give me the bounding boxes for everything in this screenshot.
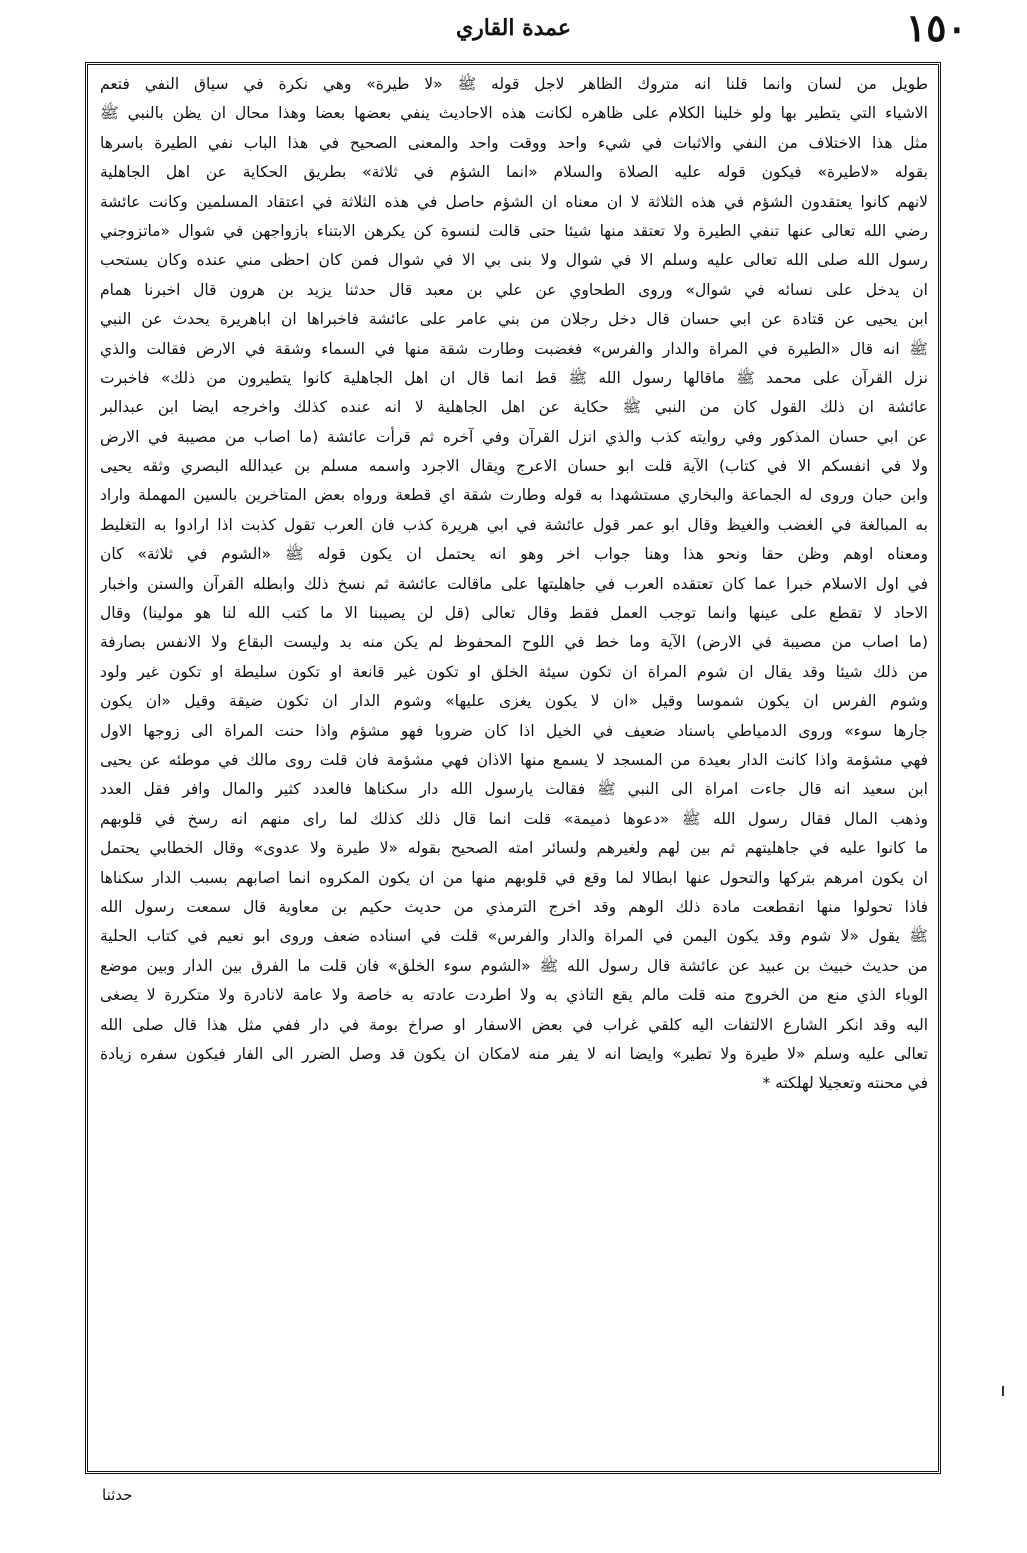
text-line: ابن يحيى عن قتادة عن ابي حسان قال دخل رجلان من بني عامر على عائشة فاخبراها ان اباهريرة يحدث عن النبي [100, 310, 928, 329]
text-line: ما كانوا عليه في جاهليتهم ثم بين لهم ولغيرهم ولسائر امته الصحيح بقوله «لا طيرة ولا عدوى» وقال الخطابي يحتمل [100, 839, 928, 858]
text-line: تعالى عليه وسلم «لا طيرة ولا تطير» وايضا انه لا يفر منه لامكان ان يكون قد وصل الضرر الى الفار فيكون سفره زيادة [100, 1044, 928, 1063]
text-line: وابن حبان وروى له الجماعة والبخاري مستشهدا به قوله وطارت شقة اي قطعة ورواه بعض المتاخرين بالسين المهملة واراد [100, 486, 928, 505]
text-line: ولا في انفسكم الا في كتاب) الآية قلت ابو حسان الاعرج ويقال الاجرد واسمه مسلم بن عبدالله البصري وثقه يحيى [100, 457, 928, 476]
text-line: اليه وقد انكر الشارع الالتفات اليه كلقي غراب في بعض الاسفار او صراخ بومة في دار ففي مثل هذا قال صلى الله [100, 1015, 928, 1034]
text-line: لانهم كانوا يعتقدون الشؤم في هذه الثلاثة لا ان معناه ان الشؤم حاصل في هذه الثلاثة في اعتقاد المسلمين وكانت عائشة [100, 192, 928, 211]
text-line: وذهب المال فقال رسول الله ﷺ «دعوها ذميمة» قلت انما قال ذلك كذلك لما راى منهم انه رسخ في قلوبهم [100, 809, 928, 828]
body-text [100, 70, 928, 1470]
text-line: رضي الله تعالى عنها تنفي الطيرة ولا تعتقد منها شيئا حتى قالت لنسوة كن يكرهن الابتناء بازواجهن في شوال «ماتزوجني [100, 221, 928, 240]
text-line: طويل من لسان وانما قلنا انه متروك الظاهر لاجل قوله ﷺ «لا طيرة» وهي نكرة في سياق النفي فتعم [100, 75, 928, 93]
text-line: عائشة ان ذلك القول كان من النبي ﷺ حكاية عن اهل الجاهلية لا انه عنده كذلك واخرجه ايضا ابن عبدالبر [100, 398, 928, 417]
text-line: ﷺ يقول «لا شوم وقد يكون اليمن في المراة والدار والفرس» قلت في اسناده ضعف وروى ابو نعيم في كتاب الحلية [100, 927, 928, 946]
text-line: فاذا تحولوا منها انقطعت مادة ذلك الوهم وقد اخرج الترمذي من حديث حكيم بن معاوية قال سمعت رسول الله [100, 897, 928, 916]
running-title: عمدة القاري [455, 15, 572, 41]
text-line: جارها سوء» وروى الدمياطي باسناد ضعيف في الخيل اذا كان ضروبا فهو مشؤم واذا حنت المراة الى زوجها الاول [100, 721, 928, 740]
text-line: ابن سعيد انه قال جاءت امراة الى النبي ﷺ فقالت يارسول الله دار سكناها فالعدد كثير والمال وافر فقل العدد [100, 780, 928, 799]
margin-mark [1002, 1386, 1008, 1396]
page-header [60, 6, 967, 52]
text-line: ان يكون امرهم بتركها والتحول عنها ابطالا لما وقع في قلوبهم منها من ان يكون المكروه انما اصابهم بسبب الدار سكناها [100, 868, 928, 887]
text-line-last: في محنته وتعجيلا لهلكته * [762, 1074, 928, 1093]
text-line: ومعناه اوهم وظن حقا ونحو هذا وهنا جواب اخر وهو انه يحتمل ان يكون قوله ﷺ «الشوم في ثلاثة» كان [100, 545, 928, 564]
catchword: حدثنا [102, 1486, 133, 1504]
text-line: الوباء الذي منع من الخروج منه قلت مالم يقع التاذي به ولا اطردت عادته به خاصة ولا عامة لانادرة ولا متكررة لا يصغى [100, 986, 928, 1005]
text-line: بقوله «لاطيرة» فيكون قوله عليه الصلاة والسلام «انما الشؤم في ثلاثة» بطريق الحكاية عن اهل الجاهلية [100, 163, 928, 182]
text-line: ان يدخل على نسائه في شوال» وروى الطحاوي عن علي بن معبد قال حدثنا يزيد بن هرون قال اخبرنا همام [100, 280, 928, 299]
text-line: ﷺ انه قال «الطيرة في المراة والدار والفرس» فغضبت وطارت شقة منها في السماء وشقة في الارض فقالت والذي [100, 339, 928, 358]
text-line: نزل القرآن على محمد ﷺ ماقالها رسول الله ﷺ قط انما قال ان اهل الجاهلية كانوا يتطيرون من ذلك» فاخبرت [100, 368, 928, 387]
text-line: رسول الله صلى الله تعالى عليه وسلم الا في شوال ولا بنى بي الا في شوال فمن كان احظى مني عنده وكان يستحب [100, 251, 928, 270]
text-line: عن ابي حسان المذكور وفي روايته كذب والذي انزل القرآن وفي آخره ثم قرأت عائشة (ما اصاب من مصيبة في الارض [100, 427, 928, 446]
page-number: ١٥٠ [905, 5, 967, 50]
text-line: الاحاد لا تقطع على عينها وانما توجب العمل فقط وقال تعالى (قل لن يصيبنا الا ما كتب الله لنا هو مولينا) وقال [100, 604, 928, 623]
text-line: الاشياء التي يتطير بها ولو خلينا الكلام على ظاهره لكانت هذه الاحاديث ينفي بعضها بعضا وهذا محال ان يظن بالنبي ﷺ [100, 104, 928, 123]
text-line: من حديث خبيث بن عبيد عن عائشة قال رسول الله ﷺ «الشوم سوء الخلق» فان قلت ما الفرق بين الدار وبين موضع [100, 956, 928, 975]
text-line: في اول الاسلام خبرا عما كان تعتقده العرب في جاهليتها على ماقالت عائشة ثم نسخ ذلك وابطله القرآن والسنن واخبار [100, 574, 928, 593]
text-line: فهي مشؤمة واذا كانت الدار بعيدة من المسجد لا يسمع منها الاذان فهي مشؤمة فان قلت روى مالك في موطئه عن يحيى [100, 750, 928, 769]
text-line: مثل هذا الاختلاف من النفي والاثبات في شيء واحد ووقت واحد والمعنى الصحيح في هذا الباب نفي الطيرة باسرها [100, 133, 928, 152]
text-line: وشوم الفرس ان يكون شموسا وقيل «ان لا يكون يغزى عليها» وشوم الدار ان تكون ضيقة وقيل «ان يكون [100, 692, 928, 711]
text-line: من ذلك شيئا وقد يقال ان شوم المراة ان تكون سيئة الخلق او تكون غير قانعة او تكون سليطة او تكون غير ولود [100, 662, 928, 681]
text-line: (ما اصاب من مصيبة في الارض) الآية وما خط في اللوح المحفوظ لم يكن منه بد وليست البقاع ولا الانفس بصارفة [100, 633, 928, 652]
text-line: به المبالغة في الغضب والغيظ وقال ابو عمر قول عائشة في ابي هريرة كذب فان العرب تقول كذبت اذا ارادوا به التغليط [100, 515, 928, 534]
